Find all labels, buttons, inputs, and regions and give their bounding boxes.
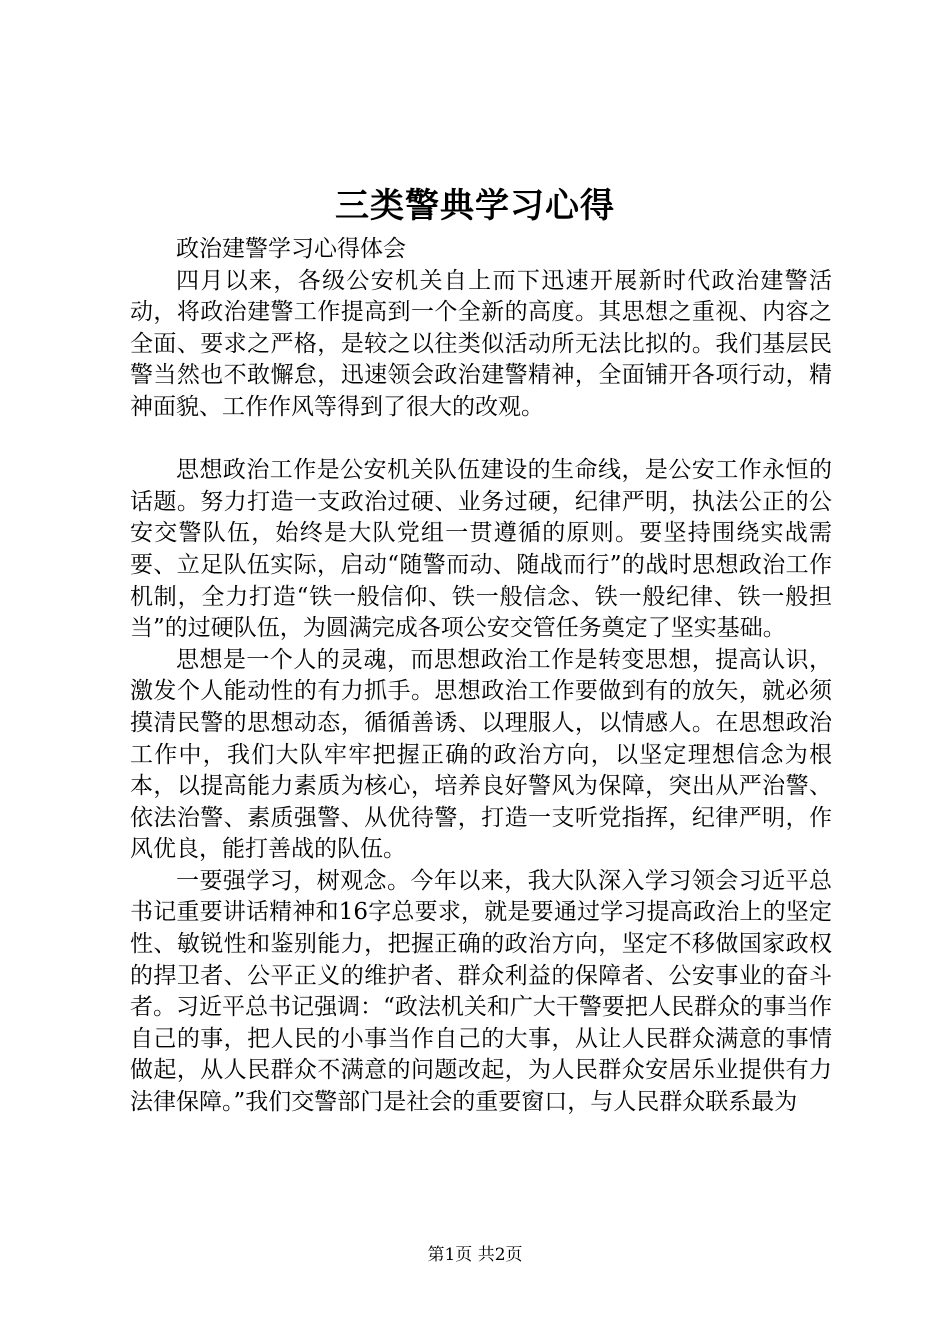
section-heading: 政治建警学习心得体会 [176, 236, 406, 262]
body-paragraph: 四月以来，各级公安机关自上而下迅速开展新时代政治建警活动，将政治建警工作提高到一个全新的高度。其思想之重视、内容之全面、要求之严格，是较之以往类似活动所无法比拟的。我们基层民警当然也不敢懈怠，迅速领会政治建警精神，全面铺开各项行动，精神面貌、工作作风等得到了很大的改观。 [130, 267, 832, 420]
document-title: 三类警典学习心得 [335, 186, 615, 226]
page-footer: 第1页 共2页 [427, 1245, 523, 1265]
body-paragraph: 思想是一个人的灵魂，而思想政治工作是转变思想，提高认识，激发个人能动性的有力抓手。思想政治工作要做到有的放矢，就必须摸清民警的思想动态，循循善诱、以理服人，以情感人。在思想政治工作中，我们大队牢牢把握正确的政治方向，以坚定理想信念为根本，以提高能力素质为核心，培养良好警风为保障，突出从严治警、依法治警、素质强警、从优待警，打造一支听党指挥，纪律严明，作风优良，能打善战的队伍。 [130, 646, 832, 863]
document-body [130, 234, 832, 1119]
body-paragraph: 一要强学习，树观念。今年以来，我大队深入学习领会习近平总书记重要讲话精神和16字总要求，就是要通过学习提高政治上的坚定性、敏锐性和鉴别能力，把握正确的政治方向，坚定不移做国家政权的捍卫者、公平正义的维护者、群众利益的保障者、公安事业的奋斗者。习近平总书记强调：“政法机关和广大干警要把人民群众的事当作自己的事，把人民的小事当作自己的大事，从让人民群众满意的事情做起，从人民群众不满意的问题改起，为人民群众安居乐业提供有力法律保障。”我们交警部门是社会的重要窗口，与人民群众联系最为 [130, 867, 832, 1116]
body-paragraph: 思想政治工作是公安机关队伍建设的生命线，是公安工作永恒的话题。努力打造一支政治过硬、业务过硬，纪律严明，执法公正的公安交警队伍，始终是大队党组一贯遵循的原则。要坚持围绕实战需要、立足队伍实际，启动“随警而动、随战而行”的战时思想政治工作机制，全力打造“铁一般信仰、铁一般信念、铁一般纪律、铁一般担当”的过硬队伍，为圆满完成各项公安交管任务奠定了坚实基础。 [130, 457, 832, 642]
